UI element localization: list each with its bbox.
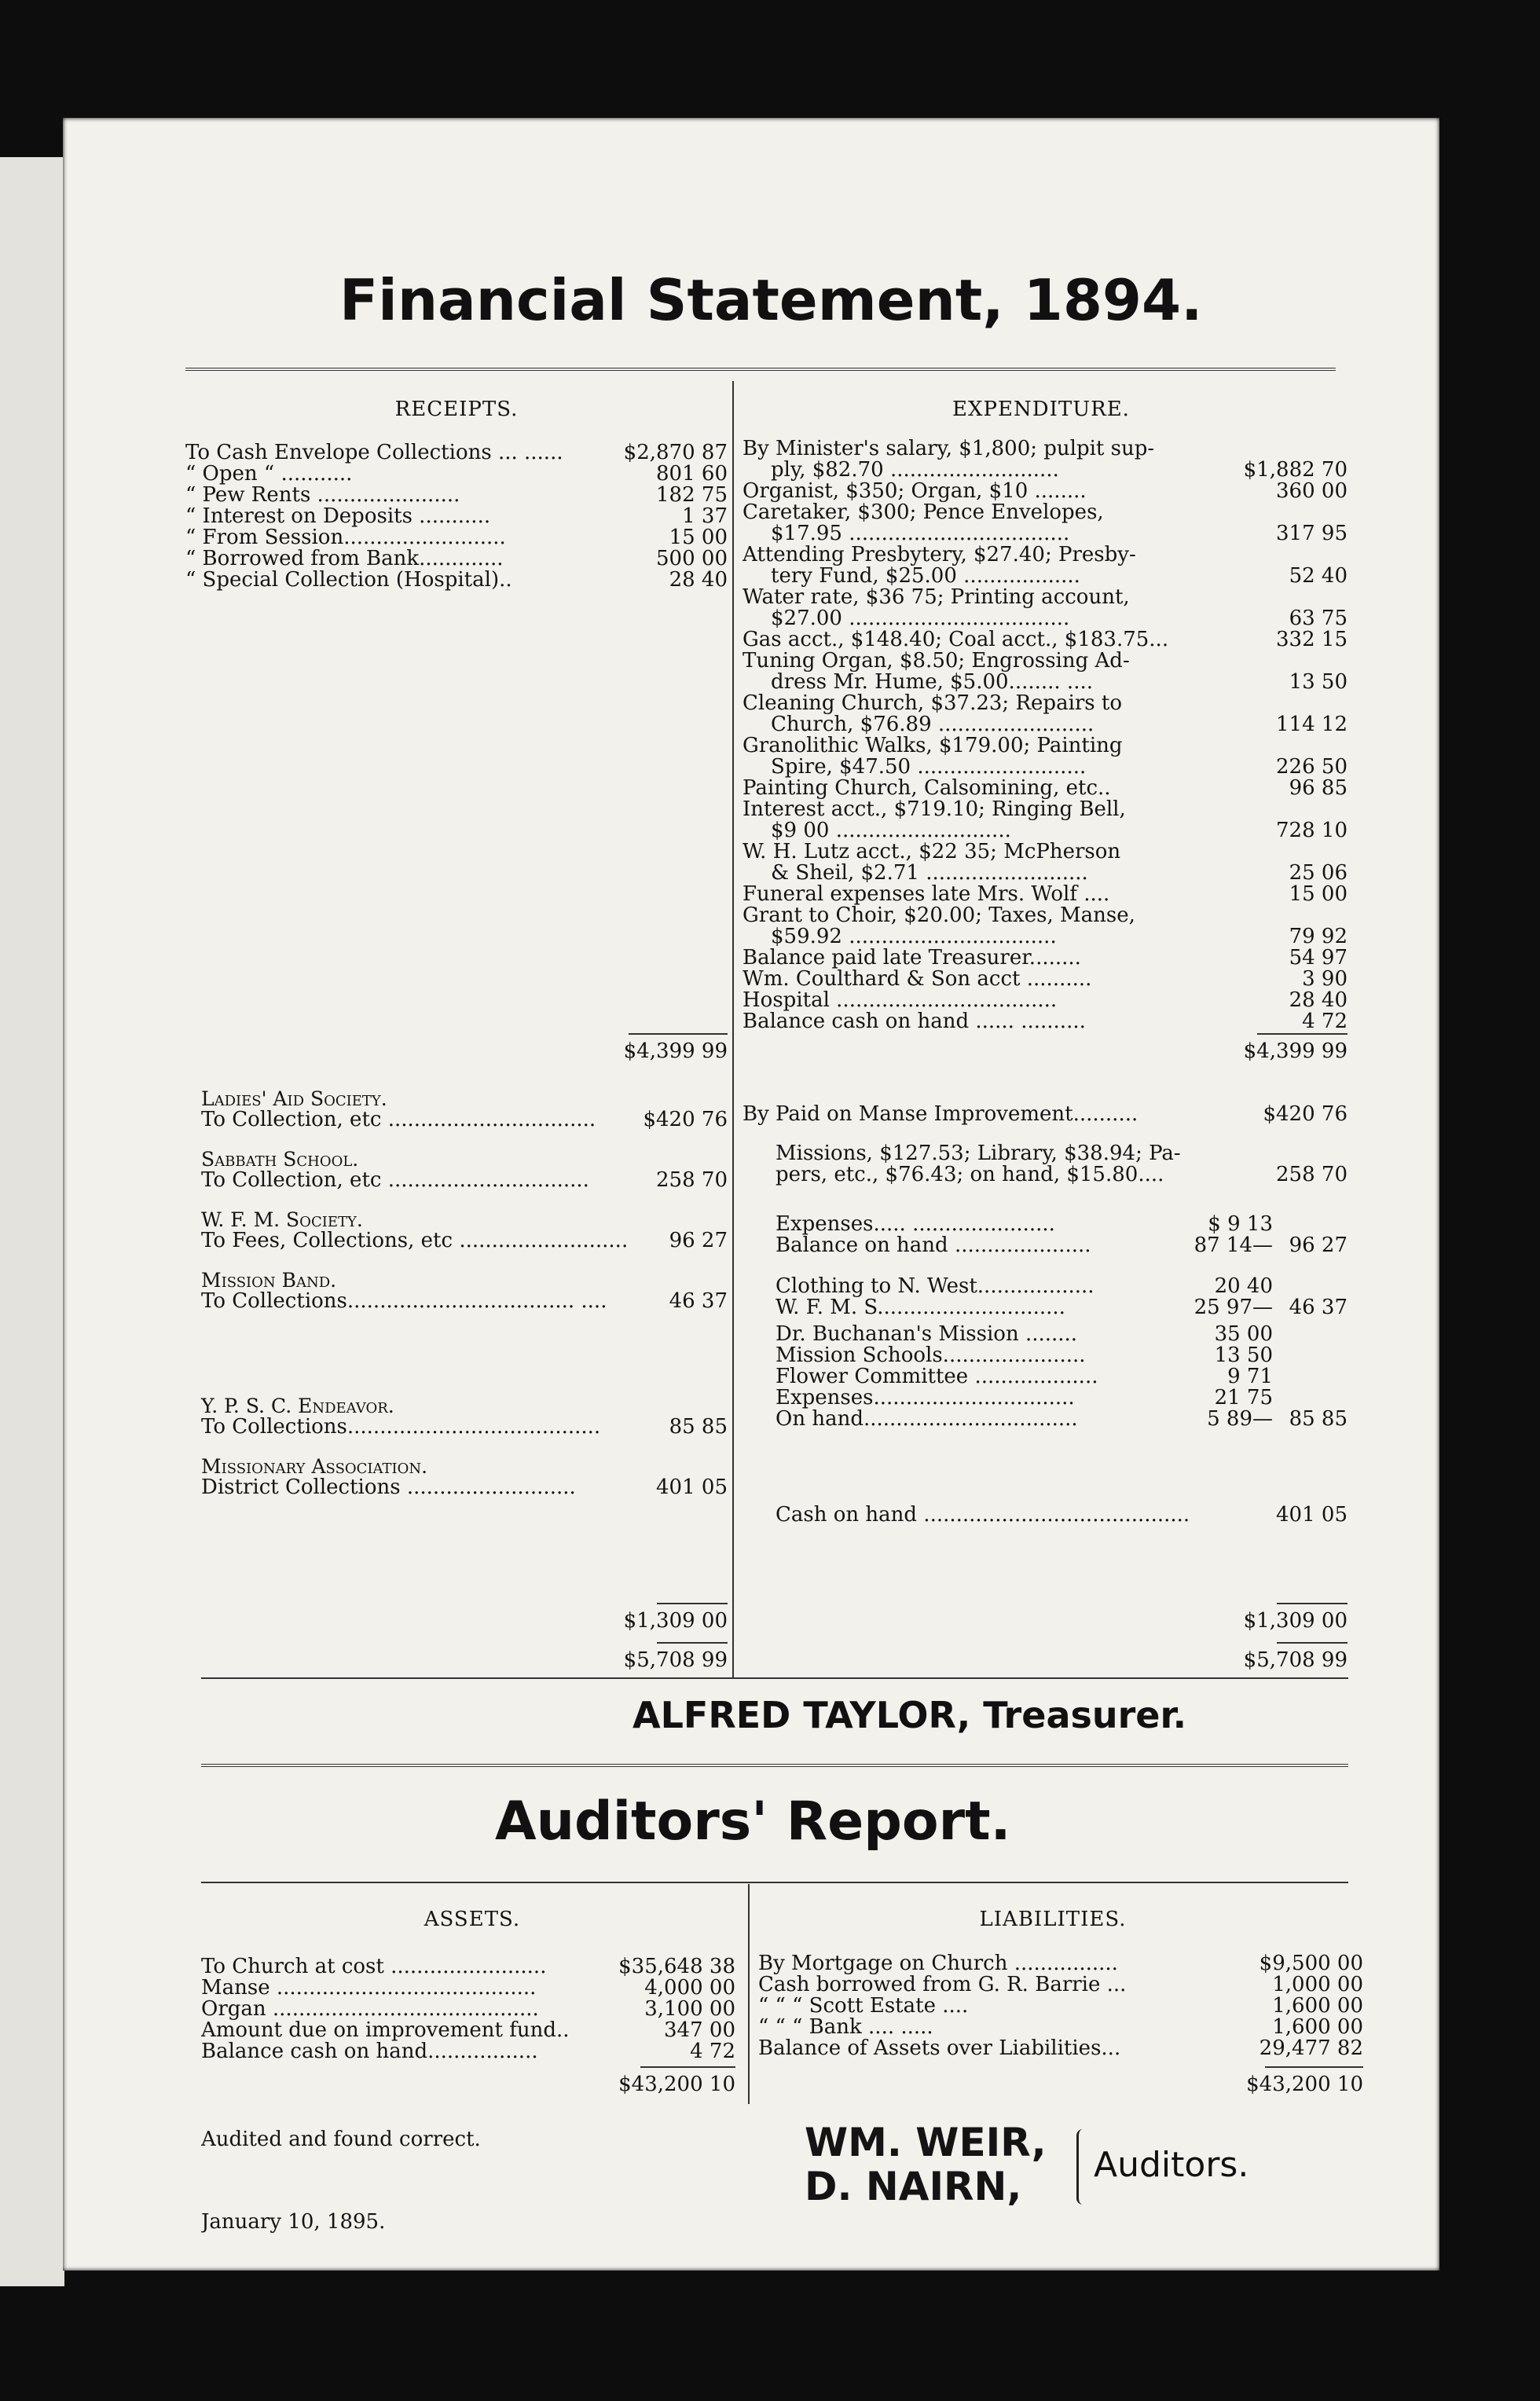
societies-section <box>63 118 1439 1689</box>
entry-label: Cash on hand ......................................... <box>776 1505 1190 1526</box>
society-name: Sabbath School. <box>201 1148 359 1171</box>
entry-amount: 63 75 <box>1289 608 1348 629</box>
society-name: Mission Band. <box>201 1269 337 1292</box>
entry-label: Attending Presbytery, $27.40; Presby- <box>742 544 1136 566</box>
society-right-row <box>742 1324 1348 1345</box>
entry-amount: 46 37 <box>669 1291 728 1312</box>
entry-label: Wm. Coulthard & Son acct .......... <box>742 969 1092 990</box>
society-right-row <box>742 1276 1348 1297</box>
entry-amount: 801 60 <box>656 464 728 485</box>
entry-label: By Paid on Manse Improvement.......... <box>742 1104 1138 1125</box>
liability-row <box>758 2038 1363 2059</box>
entry-amount: 1 37 <box>682 506 728 527</box>
entry-amount: 25 06 <box>1289 863 1348 884</box>
entry-label: Cash borrowed from G. R. Barrie ... <box>758 1974 1127 1996</box>
entry-label: Balance paid late Treasurer........ <box>742 948 1081 969</box>
society-right-row <box>742 1214 1348 1235</box>
entry-amount: 3 90 <box>1302 969 1348 990</box>
asset-row <box>201 2041 735 2062</box>
entry-amount: 28 40 <box>669 570 728 591</box>
entry-label: $59.92 ................................ <box>771 926 1057 948</box>
entry-amount: 1,000 00 <box>1272 1974 1363 1996</box>
entry-label: Gas acct., $148.40; Coal acct., $183.75... <box>742 629 1169 651</box>
entry-amount: 182 75 <box>656 485 728 506</box>
entry-subamount: 21 75 <box>1214 1387 1273 1409</box>
entry-label: “ Pew Rents ...................... <box>185 485 460 506</box>
entry-subamount: 87 14— <box>1194 1235 1273 1256</box>
societies-total-rule-right <box>1277 1603 1348 1604</box>
entry-label: By Minister's salary, $1,800; pulpit sup- <box>742 438 1155 460</box>
society-left-row <box>201 1109 728 1131</box>
entry-amount: 79 92 <box>1289 926 1348 948</box>
entry-label: Expenses..... ...................... <box>776 1214 1055 1235</box>
entry-label: Painting Church, Calsomining, etc.. <box>742 778 1111 799</box>
entry-amount: 28 40 <box>1289 990 1348 1011</box>
entry-label: Balance on hand ..................... <box>776 1235 1091 1256</box>
entry-label: Balance of Assets over Liabilities... <box>758 2038 1121 2059</box>
entry-amount: 29,477 82 <box>1259 2038 1363 2059</box>
grand-total-rule-right <box>1277 1642 1348 1644</box>
society-name: W. F. M. Society. <box>201 1208 363 1231</box>
asset-row <box>201 1978 735 1999</box>
entry-amount: $1,882 70 <box>1243 460 1348 481</box>
entry-label: pers, etc., $76.43; on hand, $15.80.... <box>776 1164 1164 1186</box>
entry-subamount: 20 40 <box>1214 1276 1273 1297</box>
entry-label: District Collections .......................... <box>201 1477 576 1498</box>
entry-label: “ Open “ ........... <box>185 464 353 485</box>
expenditure-heading: EXPENDITURE. <box>952 398 1130 421</box>
society-right-row <box>742 1505 1348 1526</box>
entry-amount: 728 10 <box>1276 820 1348 841</box>
entry-label: W. F. M. S............................. <box>776 1297 1065 1318</box>
asset-row <box>201 1956 735 1978</box>
entry-amount: $9,500 00 <box>1259 1953 1363 1974</box>
liabilities-total-rule <box>1265 2066 1363 2068</box>
entry-label: To Cash Envelope Collections ... ...... <box>185 442 563 464</box>
audited-note: Audited and found correct. <box>201 2129 481 2150</box>
entry-label: Expenses............................... <box>776 1387 1075 1409</box>
society-name: Y. P. S. C. Endeavor. <box>201 1395 394 1417</box>
entry-subamount: 13 50 <box>1214 1345 1273 1366</box>
entry-label: Flower Committee ................... <box>776 1366 1098 1387</box>
entry-amount: 85 85 <box>1289 1409 1348 1430</box>
society-right-row <box>742 1104 1348 1125</box>
entry-label: Spire, $47.50 .......................... <box>771 757 1087 778</box>
entry-amount: 401 05 <box>656 1477 728 1498</box>
society-name: Missionary Association. <box>201 1455 428 1478</box>
entry-label: Water rate, $36 75; Printing account, <box>742 587 1130 608</box>
liability-row <box>758 1974 1363 1996</box>
receipts-heading: RECEIPTS. <box>394 398 519 421</box>
society-right-row <box>742 1366 1348 1387</box>
entry-label: Grant to Choir, $20.00; Taxes, Manse, <box>742 905 1135 926</box>
entry-subamount: 5 89— <box>1207 1409 1273 1430</box>
asset-row <box>201 2020 735 2041</box>
report-date: January 10, 1895. <box>201 2212 386 2233</box>
society-left-row <box>201 1230 728 1252</box>
entry-amount: $2,870 87 <box>623 442 728 464</box>
entry-amount: 360 00 <box>1276 481 1348 502</box>
assets-total: $43,200 10 <box>618 2074 735 2095</box>
entry-amount: 226 50 <box>1276 757 1348 778</box>
auditors-label: Auditors. <box>1094 2145 1249 2185</box>
entry-amount: 15 00 <box>669 527 728 548</box>
entry-label: To Collection, etc ................................ <box>201 1109 596 1131</box>
society-left-row <box>201 1477 728 1498</box>
entry-label: To Collections....................................... <box>201 1417 601 1438</box>
entry-subamount: 35 00 <box>1214 1324 1273 1345</box>
society-right-row <box>742 1143 1348 1164</box>
society-left-row <box>201 1417 728 1438</box>
society-right-row <box>742 1235 1348 1256</box>
entry-label: “ From Session......................... <box>185 527 506 548</box>
entry-label: Hospital .................................. <box>742 990 1058 1011</box>
entry-label: $27.00 .................................. <box>771 608 1070 629</box>
liabilities-total: $43,200 10 <box>1246 2074 1363 2095</box>
entry-label: Cleaning Church, $37.23; Repairs to <box>742 693 1123 714</box>
entry-amount: 1,600 00 <box>1272 1996 1363 2017</box>
entry-label: $9 00 ........................... <box>771 820 1011 841</box>
left-page-edge <box>0 157 64 2286</box>
entry-label: Dr. Buchanan's Mission ........ <box>776 1324 1078 1345</box>
entry-label: To Fees, Collections, etc .......................... <box>201 1230 629 1252</box>
entry-amount: 317 95 <box>1276 523 1348 544</box>
auditors-brace <box>1076 2129 1090 2205</box>
entry-amount: 1,600 00 <box>1272 2017 1363 2038</box>
entry-label: To Church at cost ........................ <box>201 1956 547 1978</box>
entry-label: Manse ........................................ <box>201 1978 537 1999</box>
entry-amount: 46 37 <box>1289 1297 1348 1318</box>
entry-amount: 96 27 <box>1289 1235 1348 1256</box>
entry-label: W. H. Lutz acct., $22 35; McPherson <box>742 841 1121 863</box>
entry-subamount: $ 9 13 <box>1208 1214 1273 1235</box>
entry-label: tery Fund, $25.00 .................. <box>771 566 1080 587</box>
auditors-title: Auditors' Report. <box>495 1791 1011 1853</box>
entry-label: “ Interest on Deposits ........... <box>185 506 491 527</box>
entry-label: ply, $82.70 .......................... <box>771 460 1059 481</box>
entry-label: By Mortgage on Church ................ <box>758 1953 1118 1974</box>
entry-label: $17.95 .................................. <box>771 523 1070 544</box>
entry-label: Mission Schools...................... <box>776 1345 1086 1366</box>
grand-total-left: $5,708 99 <box>623 1650 728 1671</box>
grand-total-right: $5,708 99 <box>1243 1650 1348 1671</box>
entry-label: Granolithic Walks, $179.00; Painting <box>742 735 1123 757</box>
entry-amount: 96 85 <box>1289 778 1348 799</box>
auditors-heading-rule <box>201 1882 1348 1883</box>
entry-label: & Sheil, $2.71 ......................... <box>771 863 1088 884</box>
entry-amount: 85 85 <box>669 1417 728 1438</box>
society-right-row <box>742 1297 1348 1318</box>
assets-total-rule <box>640 2066 735 2068</box>
receipts-total: $4,399 99 <box>623 1041 728 1062</box>
entry-amount: 4 72 <box>1302 1011 1348 1032</box>
entry-amount: 258 70 <box>656 1170 728 1191</box>
entry-label: Interest acct., $719.10; Ringing Bell, <box>742 799 1126 820</box>
entry-amount: 500 00 <box>656 548 728 570</box>
entry-label: To Collections................................... .... <box>201 1291 607 1312</box>
entry-label: “ Special Collection (Hospital).. <box>185 570 512 591</box>
liabilities-heading: LIABILITIES. <box>979 1908 1127 1931</box>
entry-label: “ “ “ Bank .... ..... <box>758 2017 933 2038</box>
auditors-column-divider <box>748 1884 750 2104</box>
expenditure-total: $4,399 99 <box>1243 1041 1348 1062</box>
entry-amount: 4,000 00 <box>644 1978 735 1999</box>
entry-amount: 401 05 <box>1276 1505 1348 1526</box>
society-left-row <box>201 1291 728 1312</box>
society-right-row <box>742 1164 1348 1186</box>
entry-subamount: 25 97— <box>1194 1297 1273 1318</box>
entry-amount: 96 27 <box>669 1230 728 1252</box>
statement-bottom-rule <box>201 1677 1348 1679</box>
society-right-row <box>742 1387 1348 1409</box>
society-name: Ladies' Aid Society. <box>201 1087 387 1110</box>
societies-total-left: $1,309 00 <box>623 1611 728 1632</box>
entry-label: Balance cash on hand ...... .......... <box>742 1011 1086 1032</box>
entry-amount: 114 12 <box>1276 714 1348 735</box>
entry-amount: 13 50 <box>1289 672 1348 693</box>
entry-label: Funeral expenses late Mrs. Wolf .... <box>742 884 1110 905</box>
liability-row <box>758 1953 1363 1974</box>
grand-total-rule-left <box>657 1642 728 1644</box>
society-left-row <box>201 1170 728 1191</box>
entry-subamount: 9 71 <box>1227 1366 1273 1387</box>
entry-amount: $420 76 <box>643 1109 728 1131</box>
entry-amount: 15 00 <box>1289 884 1348 905</box>
societies-total-right: $1,309 00 <box>1243 1611 1348 1632</box>
auditors-top-rule <box>201 1764 1348 1767</box>
entry-amount: $420 76 <box>1263 1104 1348 1125</box>
society-right-row <box>742 1409 1348 1430</box>
liability-row <box>758 1996 1363 2017</box>
assets-heading: ASSETS. <box>424 1908 521 1931</box>
entry-label: On hand................................. <box>776 1409 1078 1430</box>
entry-amount: 3,100 00 <box>644 1999 735 2020</box>
entry-label: Balance cash on hand................. <box>201 2041 538 2062</box>
entry-label: Church, $76.89 ........................ <box>771 714 1094 735</box>
entry-label: “ Borrowed from Bank............. <box>185 548 504 570</box>
entry-label: “ “ “ Scott Estate .... <box>758 1996 969 2017</box>
treasurer-signature: ALFRED TAYLOR, Treasurer. <box>632 1694 1187 1736</box>
entry-label: Tuning Organ, $8.50; Engrossing Ad- <box>742 651 1130 672</box>
entry-label: Amount due on improvement fund.. <box>201 2020 570 2041</box>
entry-amount: 347 00 <box>664 2020 735 2041</box>
auditor-weir: WM. WEIR, <box>805 2120 1047 2165</box>
entry-amount: 258 70 <box>1276 1164 1348 1186</box>
entry-amount: $35,648 38 <box>618 1956 735 1978</box>
entry-label: dress Mr. Hume, $5.00........ .... <box>771 672 1093 693</box>
document-page <box>63 118 1439 2271</box>
entry-label: Missions, $127.53; Library, $38.94; Pa- <box>776 1143 1181 1164</box>
society-right-row <box>742 1345 1348 1366</box>
auditor-nairn: D. NAIRN, <box>805 2164 1022 2209</box>
entry-amount: 4 72 <box>690 2041 735 2062</box>
asset-row <box>201 1999 735 2020</box>
entry-label: Organ ......................................... <box>201 1999 539 2020</box>
entry-label: Clothing to N. West.................. <box>776 1276 1094 1297</box>
entry-amount: 54 97 <box>1289 948 1348 969</box>
entry-label: To Collection, etc ............................... <box>201 1170 589 1191</box>
statement-title: Financial Statement, 1894. <box>339 267 1203 333</box>
societies-total-rule-left <box>657 1603 728 1604</box>
entry-label: Caretaker, $300; Pence Envelopes, <box>742 502 1104 523</box>
entry-label: Organist, $350; Organ, $10 ........ <box>742 481 1087 502</box>
liability-row <box>758 2017 1363 2038</box>
entry-amount: 332 15 <box>1276 629 1348 651</box>
entry-amount: 52 40 <box>1289 566 1348 587</box>
